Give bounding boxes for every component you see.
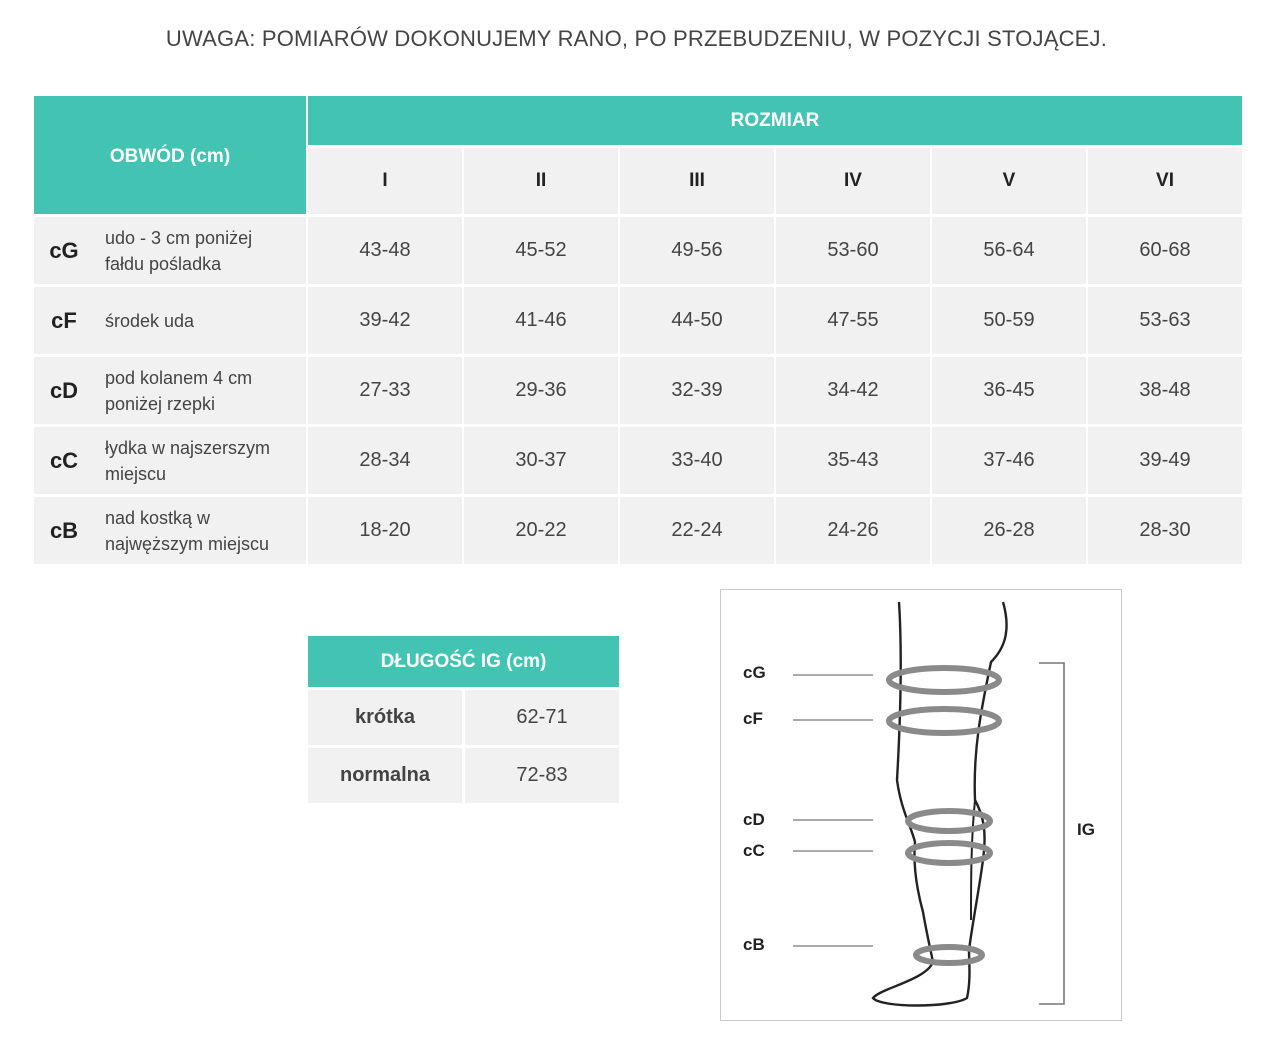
row-description-text xyxy=(105,225,252,277)
ring-cC xyxy=(908,843,990,863)
row-description-text xyxy=(105,505,269,557)
row-description-line: najwęższym miejscu xyxy=(105,533,270,554)
length-row-normal-value: 72-83 xyxy=(465,748,619,803)
size-column-V: V xyxy=(932,148,1086,214)
size-column-II: II xyxy=(464,148,618,214)
size-value-cell: 28-34 xyxy=(308,427,462,494)
row-code-cD: cD xyxy=(34,357,94,424)
row-description-text xyxy=(105,308,194,334)
size-value-cell: 29-36 xyxy=(464,357,618,424)
diagram-label-cD: cD xyxy=(743,810,765,829)
size-value-cell: 33-40 xyxy=(620,427,774,494)
leg-measurement-diagram xyxy=(720,589,1122,1021)
size-value-cell: 43-48 xyxy=(308,217,462,284)
size-value-cell: 32-39 xyxy=(620,357,774,424)
size-value-cell: 60-68 xyxy=(1088,217,1242,284)
row-description-line: poniżej rzepki xyxy=(105,393,216,414)
size-column-VI: VI xyxy=(1088,148,1242,214)
size-column-IV: IV xyxy=(776,148,930,214)
row-code-cG: cG xyxy=(34,217,94,284)
row-code-cF: cF xyxy=(34,287,94,354)
size-value-cell: 18-20 xyxy=(308,497,462,564)
row-description-line: nad kostką w xyxy=(105,507,211,528)
size-value-cell: 28-30 xyxy=(1088,497,1242,564)
row-description-line: środek uda xyxy=(105,310,195,331)
row-description-text xyxy=(105,435,270,487)
size-value-cell: 20-22 xyxy=(464,497,618,564)
diagram-label-cF: cF xyxy=(743,709,763,728)
row-description-text xyxy=(105,365,252,417)
row-code-cC: cC xyxy=(34,427,94,494)
size-value-cell: 56-64 xyxy=(932,217,1086,284)
size-value-cell: 50-59 xyxy=(932,287,1086,354)
size-value-cell: 47-55 xyxy=(776,287,930,354)
size-value-cell: 22-24 xyxy=(620,497,774,564)
diagram-label-cC: cC xyxy=(743,841,765,860)
ring-cB xyxy=(916,947,982,963)
size-group-header: ROZMIAR xyxy=(308,96,1242,145)
row-description xyxy=(94,217,306,284)
size-value-cell: 37-46 xyxy=(932,427,1086,494)
row-description-line: miejscu xyxy=(105,463,167,484)
size-value-cell: 53-63 xyxy=(1088,287,1242,354)
row-code-cB: cB xyxy=(34,497,94,564)
size-value-cell: 39-49 xyxy=(1088,427,1242,494)
size-value-cell: 41-46 xyxy=(464,287,618,354)
size-column-I: I xyxy=(308,148,462,214)
size-value-cell: 34-42 xyxy=(776,357,930,424)
size-value-cell: 30-37 xyxy=(464,427,618,494)
size-value-cell: 49-56 xyxy=(620,217,774,284)
row-description-line: udo - 3 cm poniżej xyxy=(105,227,253,248)
row-description xyxy=(94,287,306,354)
ring-cD xyxy=(908,811,990,831)
corner-header-label: OBWÓD (cm) xyxy=(109,146,231,167)
ig-bracket xyxy=(1039,663,1064,1004)
row-description xyxy=(94,427,306,494)
diagram-label-IG: IG xyxy=(1077,820,1095,839)
size-value-cell: 36-45 xyxy=(932,357,1086,424)
ring-cG xyxy=(889,668,999,692)
ring-cF xyxy=(889,709,999,733)
row-description-line: pod kolanem 4 cm xyxy=(105,367,253,388)
measurement-notice: UWAGA: POMIARÓW DOKONUJEMY RANO, PO PRZEBUDZENIU, W POZYCJI STOJĄCEJ. xyxy=(165,26,1108,51)
size-value-cell: 38-48 xyxy=(1088,357,1242,424)
size-value-cell: 35-43 xyxy=(776,427,930,494)
size-value-cell: 26-28 xyxy=(932,497,1086,564)
size-column-III: III xyxy=(620,148,774,214)
diagram-label-cB: cB xyxy=(743,935,765,954)
corner-header xyxy=(34,96,306,214)
size-value-cell: 45-52 xyxy=(464,217,618,284)
size-value-cell: 44-50 xyxy=(620,287,774,354)
length-row-short-value: 62-71 xyxy=(465,690,619,745)
size-value-cell: 24-26 xyxy=(776,497,930,564)
size-value-cell: 27-33 xyxy=(308,357,462,424)
leg-diagram-svg xyxy=(721,590,1121,1020)
diagram-label-cG: cG xyxy=(743,663,766,682)
row-description xyxy=(94,497,306,564)
length-row-short-label: krótka xyxy=(308,690,462,745)
size-value-cell: 53-60 xyxy=(776,217,930,284)
row-description-line: łydka w najszerszym xyxy=(105,437,271,458)
row-description-line: fałdu pośladka xyxy=(105,253,222,274)
row-description xyxy=(94,357,306,424)
length-row-normal-label: normalna xyxy=(308,748,462,803)
size-value-cell: 39-42 xyxy=(308,287,462,354)
length-header: DŁUGOŚĆ IG (cm) xyxy=(308,636,619,687)
